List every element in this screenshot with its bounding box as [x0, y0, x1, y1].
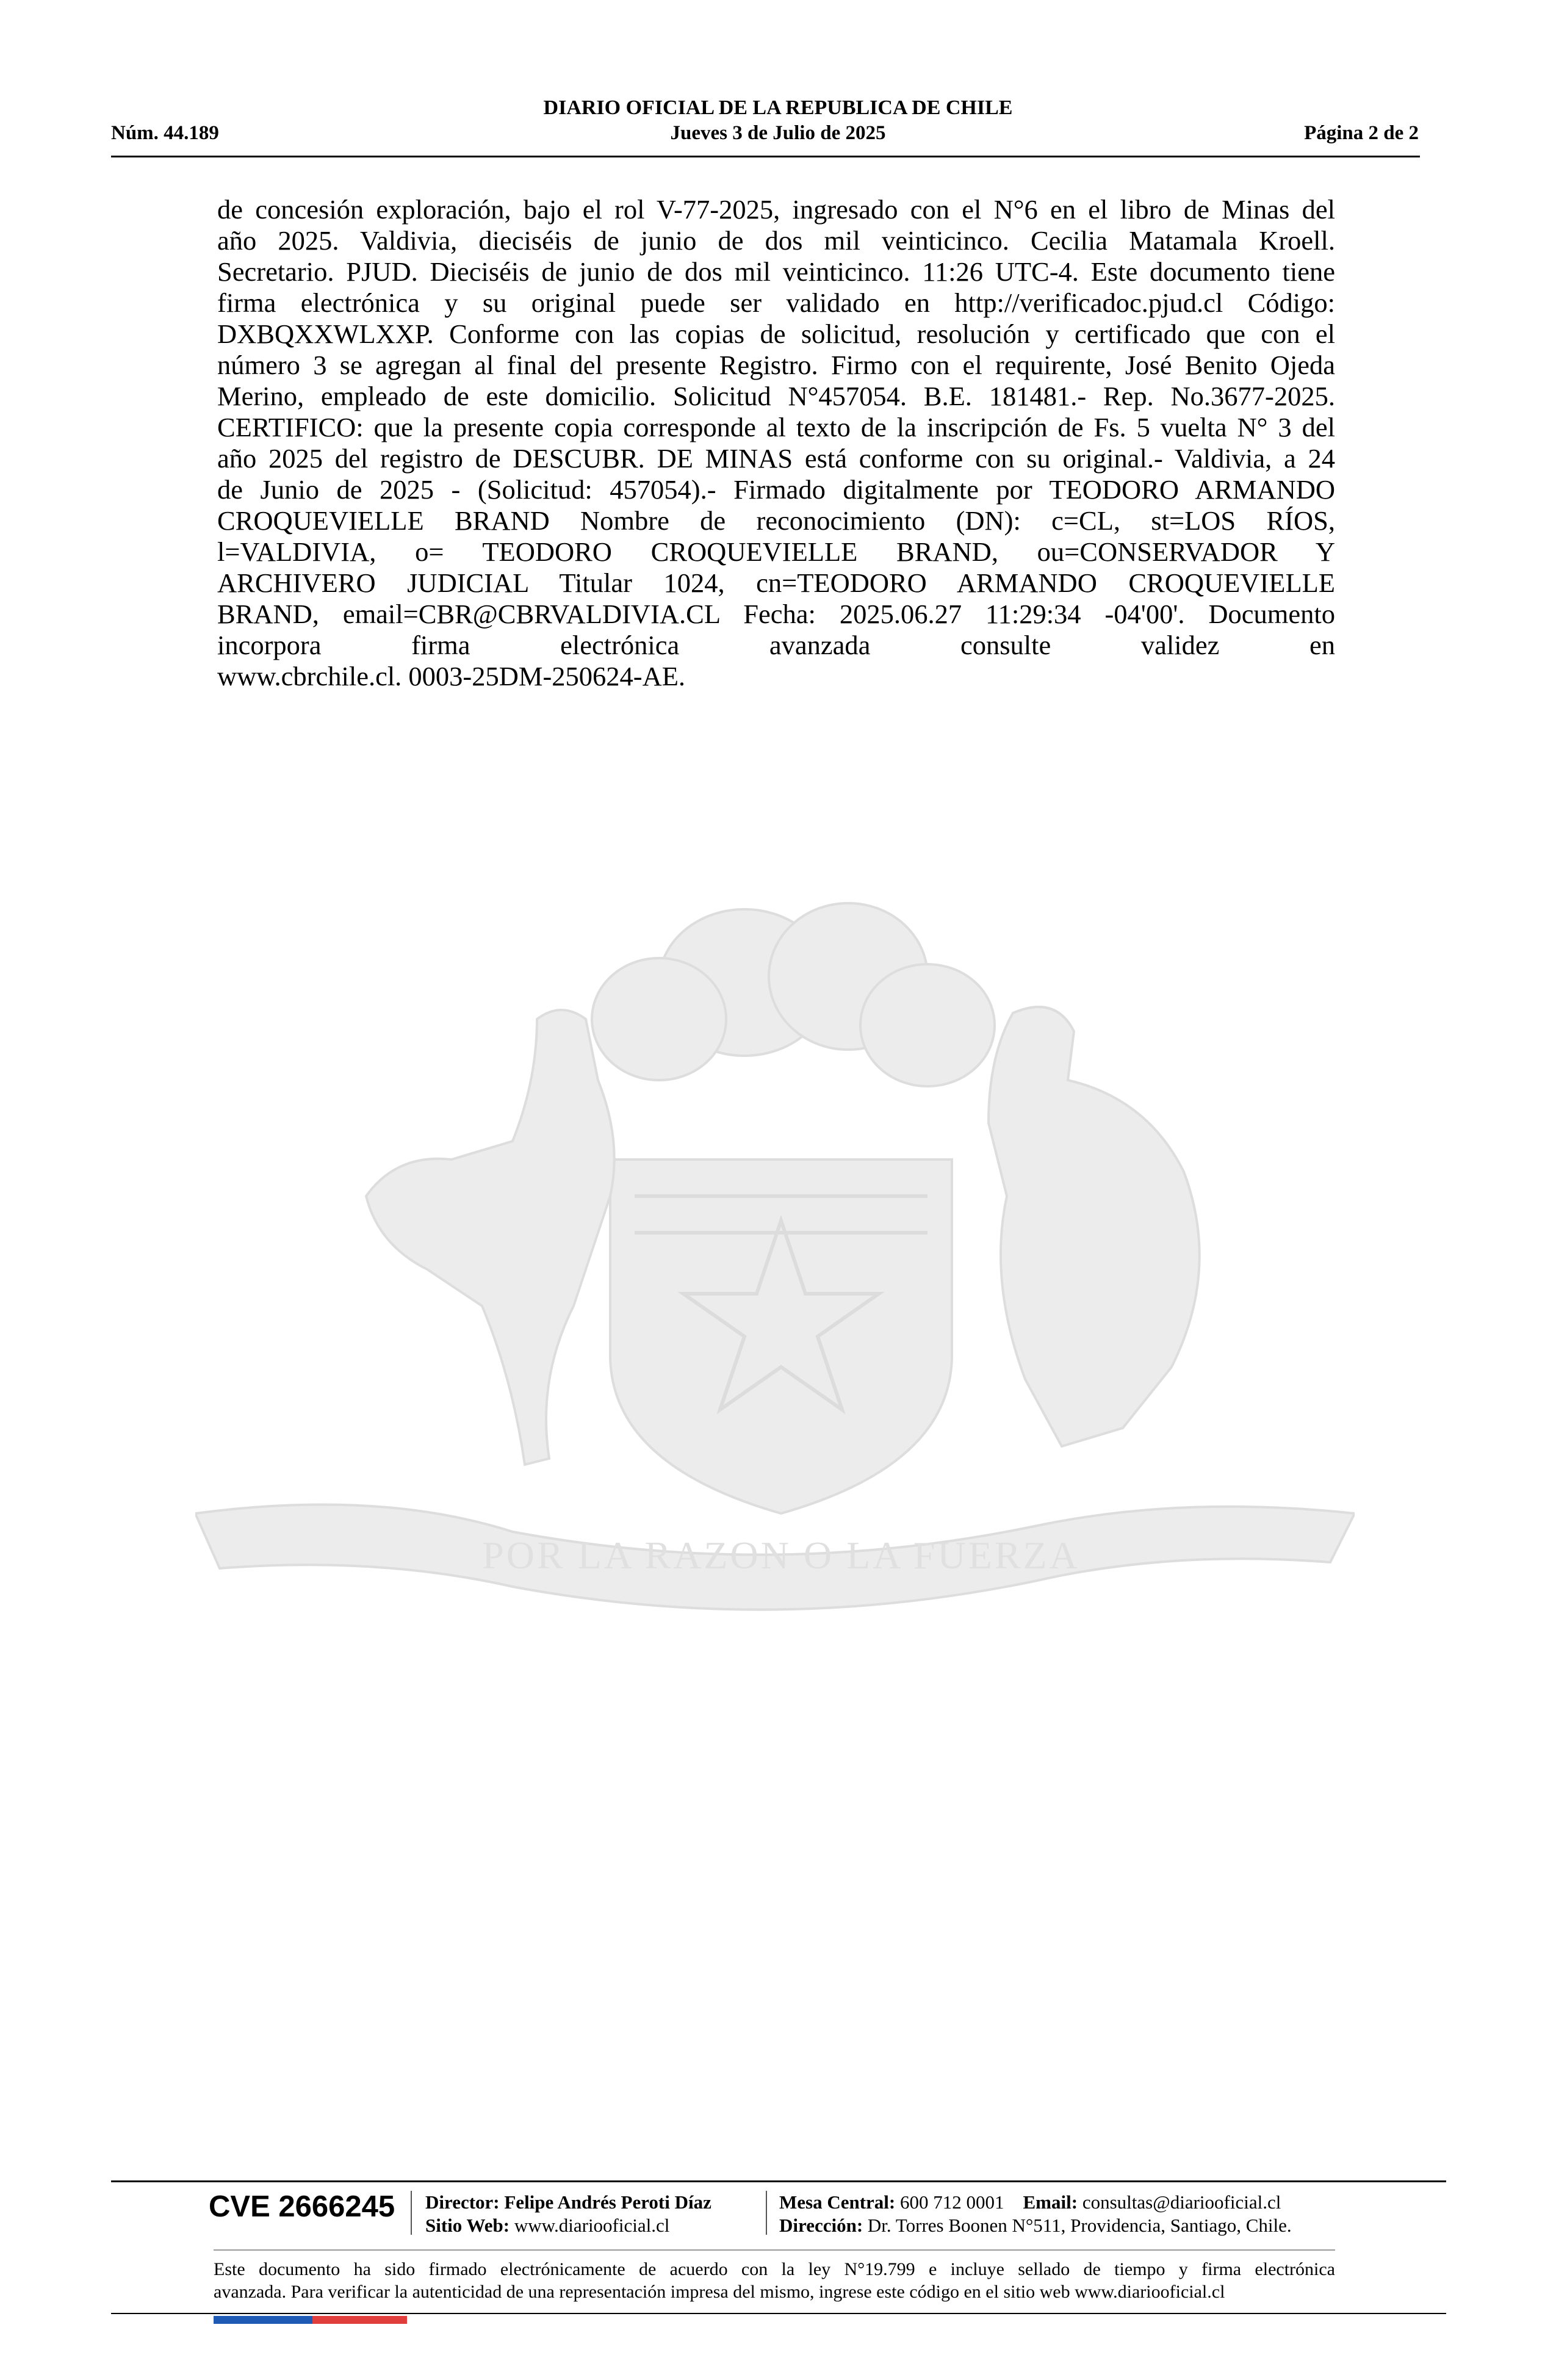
body-line: de Junio de 2025 - (Solicitud: 457054).- Firmado digitalmente por TEODORO ARMANDO [217, 474, 1335, 505]
body-line: Secretario. PJUD. Dieciséis de junio de dos mil veinticinco. 11:26 UTC-4. Este documento tiene [217, 256, 1335, 287]
director-label: Director: [425, 2191, 500, 2213]
issue-date: Jueves 3 de Julio de 2025 [670, 122, 886, 144]
body-line: de concesión exploración, bajo el rol V-77-2025, ingresado con el N°6 en el libro de Minas del [217, 194, 1335, 225]
coat-of-arms-watermark [195, 879, 1355, 1672]
body-line: número 3 se agregan al final del presente Registro. Firmo con el requirente, José Benito Ojeda [217, 350, 1335, 380]
page-indicator: Página 2 de 2 [1304, 122, 1419, 144]
flag-stripe-red [312, 2316, 407, 2324]
body-line: firma electrónica y su original puede ser validado en http://verificadoc.pjud.cl Código: [217, 287, 1335, 318]
director-name: Felipe Andrés Peroti Díaz [504, 2191, 711, 2213]
website-label: Sitio Web: [425, 2215, 510, 2236]
watermark-motto: POR LA RAZON O LA FUERZA [482, 1534, 1080, 1577]
cve-code: CVE 2666245 [209, 2190, 395, 2223]
footer-contact-block [779, 2191, 1292, 2237]
body-line: www.cbrchile.cl. 0003-25DM-250624-AE. [217, 661, 686, 691]
body-line: l=VALDIVIA, o= TEODORO CROQUEVIELLE BRAND, ou=CONSERVADOR Y [217, 536, 1335, 567]
email-link[interactable]: consultas@diariooficial.cl [1082, 2191, 1281, 2213]
phone-number: 600 712 0001 [900, 2191, 1004, 2213]
address-value: Dr. Torres Boonen N°511, Providencia, Santiago, Chile. [867, 2215, 1292, 2236]
body-line: CROQUEVIELLE BRAND Nombre de reconocimiento (DN): c=CL, st=LOS RÍOS, [217, 505, 1335, 536]
footer-separator [766, 2191, 767, 2235]
address-label: Dirección: [779, 2215, 863, 2236]
body-text [217, 194, 1335, 692]
footer-separator [411, 2191, 412, 2235]
issue-number: Núm. 44.189 [111, 122, 219, 144]
body-line: CERTIFICO: que la presente copia corresponde al texto de la inscripción de Fs. 5 vuelta N° 3 del [217, 412, 1335, 442]
signature-notice-line: Este documento ha sido firmado electrónicamente de acuerdo con la ley N°19.799 e incluye sellado de tiempo y firma electrónica [214, 2259, 1335, 2279]
body-line: incorpora firma electrónica avanzada consulte validez en [217, 630, 1335, 660]
body-line: BRAND, email=CBR@CBRVALDIVIA.CL Fecha: 2025.06.27 11:29:34 -04'00'. Documento [217, 599, 1335, 629]
signature-notice [214, 2258, 1335, 2303]
signature-notice-line: avanzada. Para verificar la autenticidad de una representación impresa del mismo, ingrese este código en el sitio web www.diariooficial.cl [214, 2282, 1225, 2302]
body-line: DXBQXXWLXXP. Conforme con las copias de solicitud, resolución y certificado que con el [217, 319, 1335, 349]
body-line: Merino, empleado de este domicilio. Solicitud N°457054. B.E. 181481.- Rep. No.3677-2025. [217, 381, 1335, 411]
header-divider [111, 156, 1420, 157]
body-line: año 2025 del registro de DESCUBR. DE MINAS está conforme con su original.- Valdivia, a 24 [217, 443, 1335, 474]
body-line: ARCHIVERO JUDICIAL Titular 1024, cn=TEODORO ARMANDO CROQUEVIELLE [217, 568, 1335, 598]
body-line: año 2025. Valdivia, dieciséis de junio de dos mil veinticinco. Cecilia Matamala Kroell. [217, 225, 1335, 256]
phone-label: Mesa Central: [779, 2191, 896, 2213]
footer-divider-mid [214, 2249, 1335, 2251]
footer-divider-top [111, 2180, 1446, 2182]
footer-director-block [425, 2191, 711, 2237]
newspaper-title: DIARIO OFICIAL DE LA REPUBLICA DE CHILE [543, 96, 1013, 119]
flag-stripe-blue [214, 2316, 312, 2324]
email-label: Email: [1023, 2191, 1078, 2213]
website-link[interactable]: www.diariooficial.cl [514, 2215, 670, 2236]
footer-divider-bottom [111, 2313, 1446, 2314]
